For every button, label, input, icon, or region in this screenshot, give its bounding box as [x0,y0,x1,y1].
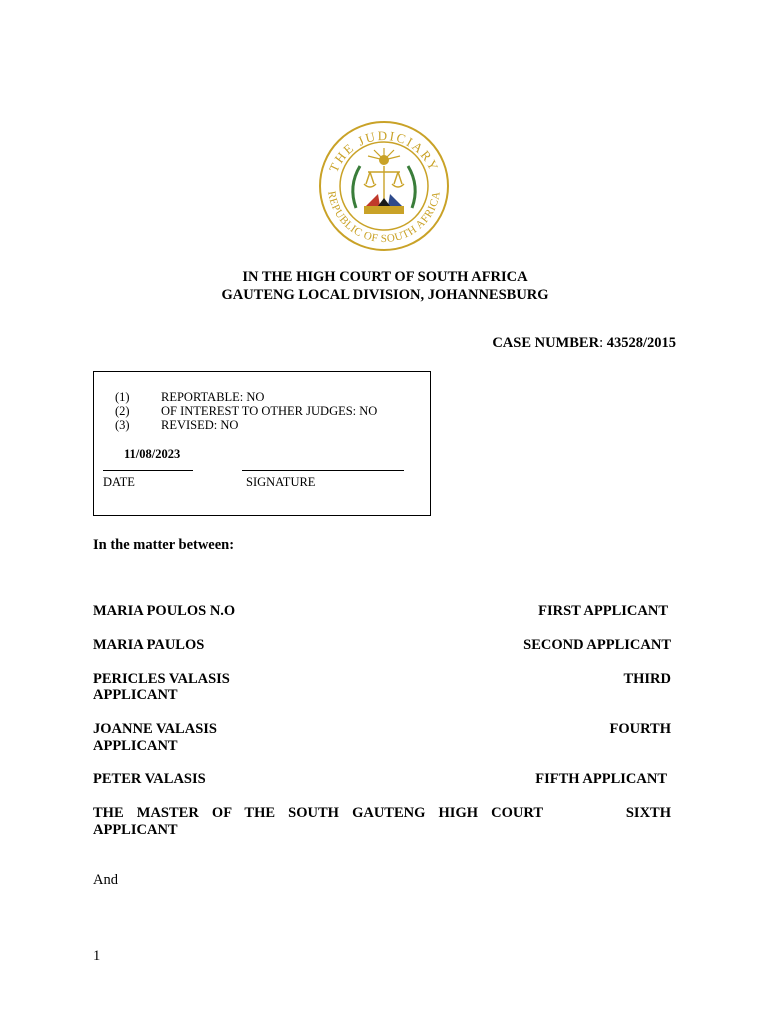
party-role-continuation: APPLICANT [93,738,178,754]
party-role-continuation: APPLICANT [93,687,178,703]
scales-of-justice-icon [364,166,404,200]
party-name: PETER VALASIS [93,771,206,787]
party-role: FOURTH [609,721,671,737]
date-line [103,470,193,471]
reportable-box [93,371,431,516]
date-label: DATE [103,475,135,489]
matter-heading: In the matter between: [93,537,235,553]
court-division: GAUTENG LOCAL DIVISION, JOHANNESBURG [221,287,549,303]
reportable-item: (1) REPORTABLE: NO [115,390,265,404]
case-number-value: 43528/2015 [606,335,676,351]
party-role: FIFTH APPLICANT [535,771,667,787]
laurel-right-icon [408,166,415,208]
party-role: SECOND APPLICANT [523,637,671,653]
signature-line [242,470,404,471]
interest-item: (2) OF INTEREST TO OTHER JUDGES: NO [115,404,378,418]
date-value: 11/08/2023 [124,447,181,461]
and-text: And [93,872,118,888]
party-name: THE MASTER OF THE SOUTH GAUTENG HIGH COURT [93,805,543,821]
party-name: JOANNE VALASIS [93,721,217,737]
laurel-left-icon [353,166,360,208]
revised-item: (3) REVISED: NO [115,418,239,432]
page-number: 1 [93,948,101,964]
party-name: PERICLES VALASIS [93,671,230,687]
case-number-label: CASE NUMBER [492,335,600,351]
case-number-line [492,335,676,352]
seal-bottom-text: REPUBLIC OF SOUTH AFRICA [325,190,443,246]
judiciary-seal [314,120,454,252]
party-role: THIRD [623,671,671,687]
party-name: MARIA POULOS N.O [93,603,236,619]
party-role: SIXTH [625,805,671,821]
party-name: MARIA PAULOS [93,637,205,653]
seal-top-text: THE JUDICIARY [325,127,443,175]
signature-label: SIGNATURE [246,475,316,489]
case-number-separator: : [599,335,607,351]
court-name: IN THE HIGH COURT OF SOUTH AFRICA [242,269,528,285]
party-role-continuation: APPLICANT [93,822,178,838]
party-role: FIRST APPLICANT [538,603,668,619]
